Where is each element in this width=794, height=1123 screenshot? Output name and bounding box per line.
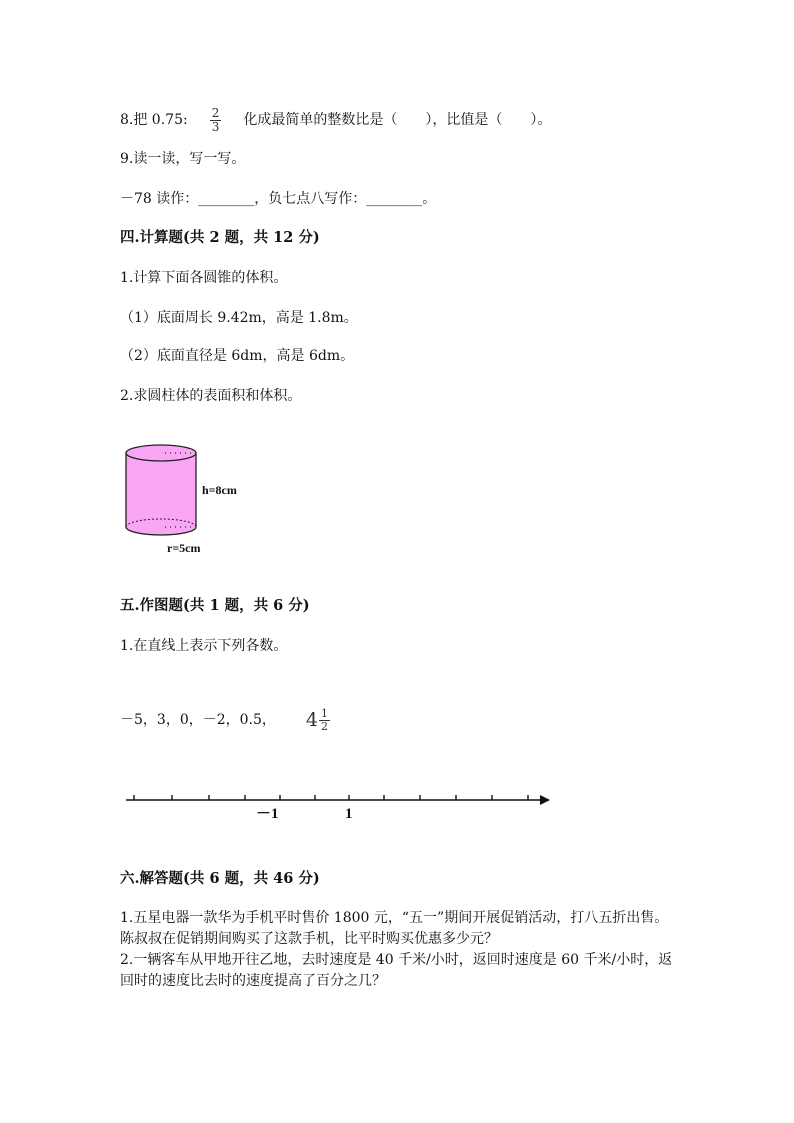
q8-suffix: 化成最简单的整数比是（ ），比值是（ ）。 xyxy=(243,112,552,128)
section-4-question-1-a: （1）底面周长 9.42m，高是 1.8m。 xyxy=(120,310,358,326)
section-6-question-1: 1.五星电器一款华为手机平时售价 1800 元，“五一”期间开展促销活动，打八五折出售。陈叔叔在促销期间购买了这款手机，比平时购买优惠多少元？ xyxy=(120,910,669,947)
cylinder-radius-label: r=5cm xyxy=(167,541,201,555)
q8-fraction-denominator: 3 xyxy=(211,119,220,134)
number-line xyxy=(120,786,560,826)
section-4-question-1: 1.计算下面各圆锥的体积。 xyxy=(120,270,288,286)
section-5-heading: 五.作图题(共 1 题，共 6 分) xyxy=(120,597,310,614)
cylinder-figure xyxy=(110,436,270,560)
section-4-heading: 四.计算题(共 2 题，共 12 分) xyxy=(120,229,320,246)
question-8 xyxy=(120,102,551,138)
question-9-title: 9.读一读，写一写。 xyxy=(120,151,246,167)
numbers-to-plot xyxy=(120,700,330,740)
cylinder-body xyxy=(126,453,196,535)
cylinder-height-label: h=8cm xyxy=(202,483,237,497)
mixed-number xyxy=(306,708,330,733)
section-4-question-2: 2.求圆柱体的表面积和体积。 xyxy=(120,388,302,404)
question-9-line: －78 读作：________，负七点八写作：________。 xyxy=(120,191,437,207)
q8-fraction xyxy=(210,107,222,134)
q8-fraction-numerator: 2 xyxy=(211,105,220,120)
mixed-number-fraction xyxy=(319,708,330,733)
number-line-label-1: 1 xyxy=(345,806,353,822)
mixed-number-denominator: 2 xyxy=(321,719,328,733)
number-line-label-neg-1: －1 xyxy=(256,806,279,822)
section-5-question-1: 1.在直线上表示下列各数。 xyxy=(120,638,288,654)
mixed-number-whole: 4 xyxy=(305,709,318,731)
numbers-list: －5，3，0，－2，0.5， xyxy=(120,712,276,728)
mixed-number-numerator: 1 xyxy=(321,706,328,720)
section-6-heading: 六.解答题(共 6 题，共 46 分) xyxy=(120,870,320,887)
number-line-arrow xyxy=(540,795,550,805)
section-4-question-1-b: （2）底面直径是 6dm，高是 6dm。 xyxy=(120,348,355,364)
q8-prefix: 8.把 0.75: xyxy=(120,112,188,128)
section-6-question-2: 2.一辆客车从甲地开往乙地，去时速度是 40 千米/小时，返回时速度是 60 千米/小时，返回时的速度比去时的速度提高了百分之几？ xyxy=(120,952,673,989)
